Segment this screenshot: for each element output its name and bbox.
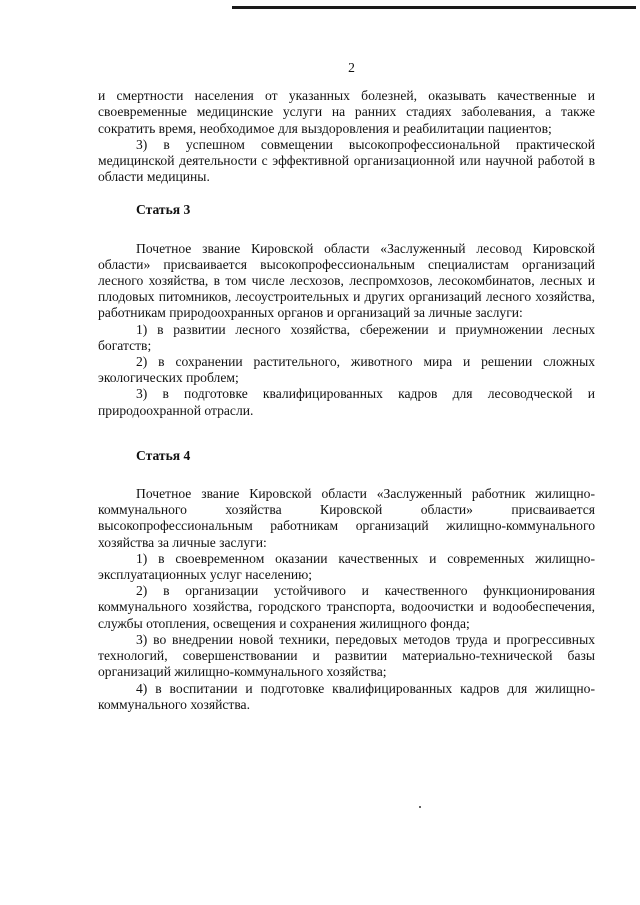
scan-speck bbox=[419, 806, 421, 808]
article-3-item-3: 3) в подготовке квалифицированных кадров для лесоводческой и природоохранной отрасли. bbox=[98, 386, 595, 418]
article-4-item-2: 2) в организации устойчивого и качественного функционирования коммунального хозяйства, городского транспорта, водоочистки и водообеспечения, службы отопления, освещения и сохранения жилищного фонда; bbox=[98, 583, 595, 631]
page-number: 2 bbox=[348, 60, 355, 75]
article-4-paragraph: Почетное звание Кировской области «Заслуженный работник жилищно-коммунального хозяйства Кировской области» присваивается высокопрофессиональным работникам организаций жилищно-коммунального хозяйства за личные заслуги: bbox=[98, 486, 595, 550]
top-border-line bbox=[232, 6, 636, 9]
article-4-item-4: 4) в воспитании и подготовке квалифицированных кадров для жилищно-коммунального хозяйства. bbox=[98, 680, 595, 712]
article-4-heading: Статья 4 bbox=[136, 447, 191, 463]
article-3-item-2: 2) в сохранении растительного, животного мира и решении сложных экологических проблем; bbox=[98, 354, 595, 386]
article-3-paragraph: Почетное звание Кировской области «Заслуженный лесовод Кировской области» присваивается высокопрофессиональным специалистам организаций лесного хозяйства, в том числе лесхозов, леспромхозов, лесокомбинатов, лесных и плодовых питомников, лесоустроительных и других организаций лесного хозяйства, работникам природоохранных органов и организаций за личные заслуги: bbox=[98, 240, 595, 321]
intro-paragraph-1: и смертности населения от указанных болезней, оказывать качественные и своевременные медицинские услуги на ранних стадиях заболевания, а также сократить время, необходимое для выздоровления и реабилитации пациентов; bbox=[98, 88, 595, 136]
article-3-heading: Статья 3 bbox=[136, 202, 191, 218]
article-3-item-1: 1) в развитии лесного хозяйства, сбережении и приумножении лесных богатств; bbox=[98, 321, 595, 353]
article-4-item-3: 3) во внедрении новой техники, передовых методов труда и прогрессивных технологий, совершенствовании и развитии материально-технической базы организаций жилищно-коммунального хозяйства; bbox=[98, 631, 595, 680]
document-page bbox=[98, 60, 595, 713]
article-4-item-1: 1) в своевременном оказании качественных и современных жилищно-эксплуатационных услуг населению; bbox=[98, 550, 595, 583]
intro-paragraph-2: 3) в успешном совмещении высокопрофессиональной практической медицинской деятельности с эффективной организационной или научной работой в области медицины. bbox=[98, 136, 595, 185]
